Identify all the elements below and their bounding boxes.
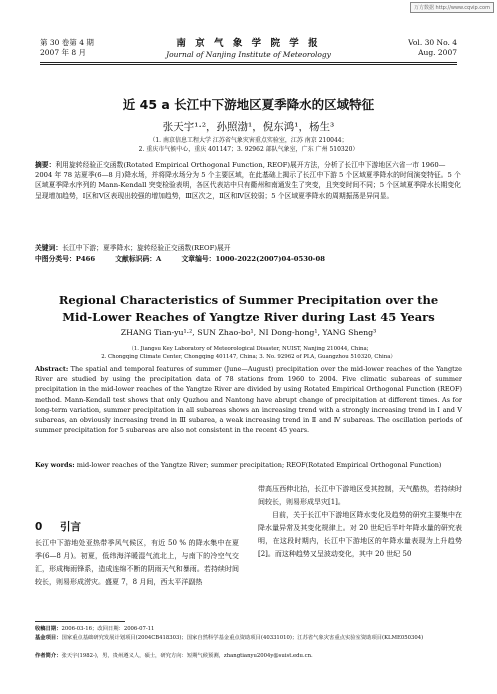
body-right-column <box>258 483 462 561</box>
header-rule-bottom <box>40 64 457 65</box>
header-rule-top <box>40 62 457 63</box>
abstract-cn <box>35 160 462 201</box>
abstract-en <box>35 364 462 435</box>
journal-name-en: Journal of Nanjing Institute of Meteorology <box>166 50 331 59</box>
footnote-received-text: 2006-03-16；改回日期：2006-07-11 <box>61 626 155 632</box>
volume-issue: 第 30 卷第 4 期 <box>40 38 94 47</box>
source-watermark: 万方数据 http://www.cqvip.com <box>410 2 494 13</box>
paper-title-en-line1: Regional Characteristics of Summer Precipitation over the <box>58 293 439 307</box>
paper-title-cn: 近 45 a 长江中下游地区夏季降水的区域特征 <box>122 97 375 112</box>
footnote-author <box>35 652 462 660</box>
keywords-en <box>35 460 462 470</box>
footnote-funding-text: 国家重点基础研究发展计划项目(2004CB418303)；国家自然科学基金重点资助项目(40331010)；江苏省气象灾害重点实验室资助项目(KLME050304) <box>61 635 424 641</box>
journal-volume-info-en <box>408 38 457 58</box>
affiliation-cn-2: 2. 重庆市气候中心，重庆 401147；3. 92962 部队气象室，广东 广州 510320） <box>138 146 359 153</box>
footnote-funding-label: 基金项目： <box>35 635 62 641</box>
document-code: 文献标识码：A <box>115 255 162 263</box>
footnote-received <box>35 625 462 633</box>
abstract-cn-text: 利用旋转经验正交函数(Rotated Empirical Orthogonal Function, REOF)展开方法，分析了长江中下游地区六省一市 1960—2004 年 78 站夏季(6—8 月)降水场，并将降水场分为 5 个主要区域，在此基础上揭示了长江中下游 5 个区域夏季降水的时间演变特征。5 个区域夏季降水序列的 Mann-Kendall 突变检验表明，各区代表站中只有衢州和南通发生了突变，且突变时间不同；5 个区域夏季降水长期变化呈现增加趋势，Ⅰ区和Ⅴ区表现出较强的增加趋势，Ⅲ区次之，Ⅱ区和Ⅳ区较弱；5 个区域夏季降水的周期振荡是异同显。 <box>35 161 461 200</box>
body-right-paragraph-1: 带高压西伸北抬，长江中下游地区受其控制，天气酷热，若持续时间较长，则易形成旱灾[1]。 <box>258 485 462 506</box>
article-number: 文章编号：1000-2022(2007)04-0530-08 <box>181 255 325 263</box>
keywords-en-text: mid-lower reaches of the Yangtze River; summer precipitation; REOF(Rotated Empirical Orthogonal Function) <box>76 461 442 469</box>
section-title: 引言 <box>59 521 81 533</box>
keywords-cn-label: 关键词： <box>35 244 63 252</box>
affiliation-cn-1: （1. 南京信息工程大学 江苏省气象灾害重点实验室，江苏 南京 210044； <box>149 137 348 144</box>
paper-title-en <box>0 292 497 326</box>
paper-title-en-line2: Mid-Lower Reaches of Yangtze River during Last 45 Years <box>62 310 435 324</box>
affiliation-en-2: 2. Chongqing Climate Center, Chongqing 401147, China; 3. No. 92962 of PLA, Guangzhou 510320, China） <box>101 354 396 360</box>
affiliation-en-1: （1. Jiangsu Key Laboratory of Meteorological Disaster, NUIST, Nanjing 210044, China; <box>128 346 369 352</box>
abstract-en-label: Abstract: <box>35 365 69 373</box>
clc-number: 中图分类号：P466 <box>35 255 96 263</box>
footnote-funding <box>35 634 462 642</box>
section-number: 0 <box>35 521 43 533</box>
keywords-en-label: Key words: <box>35 461 75 469</box>
body-left-column: 长江中下游地处亚热带季风气候区，有近 50 % 的降水集中在夏季(6—8 月)。初夏，低纬海洋暖湿气流北上，与南下的冷空气交汇，形成梅雨锋系，造成连绵不断的阴雨天气和暴雨。若持续时间较长，则易形成涝灾。盛夏 7，8 月间，西太平洋副热 <box>35 539 239 586</box>
body-right-paragraph-2: 目前，关于长江中下游地区降水变化及趋势的研究主要集中在降水量异常及其变化规律上。对 20 世纪后半叶年降水量的研究表明，在这段时期内，长江中下游地区的年降水量表现为上升趋势[2]。而这种趋势又呈波动变化，其中 20 世纪 50 <box>258 511 462 558</box>
footnote-author-label: 作者简介： <box>35 653 62 659</box>
footnote-author-text: 张天宇(1982-)，男，贵州遵义人，硕士，研究方向：短期气候预测，zhangtianyu2004y@suist.edu.cn. <box>61 653 313 659</box>
issue-date-en: Aug. 2007 <box>418 48 457 57</box>
journal-name-cn: 南 京 气 象 学 院 学 报 <box>176 38 321 49</box>
keywords-cn-text: 长江中下游；夏季降水；旋转经验正交函数(REOF)展开 <box>62 244 231 252</box>
keywords-cn <box>35 243 462 253</box>
classification-line <box>35 254 462 264</box>
abstract-cn-label: 摘要： <box>35 161 56 169</box>
section-heading <box>35 519 81 534</box>
volume-issue-en: Vol. 30 No. 4 <box>408 38 457 47</box>
footnote-rule <box>35 621 125 622</box>
footnote-received-label: 收稿日期： <box>35 626 62 632</box>
authors-cn: 张天宇¹·²，孙照渤¹，倪东鸿¹，杨生³ <box>162 121 335 133</box>
abstract-en-text: The spatial and temporal features of summer (June—August) precipitation over the mid-lower reaches of the Yangtze River are studied by using the precipitation data of 78 stations from 1960 to 2004. Five climatic subareas of summer precipitation in the mid-lower reaches of the Yangtze River are divided by using Rotated Empirical Orthogonal Function (REOF) method. Mann-Kendall test shows that only Quzhou and Nantong have abrupt change of precipitation at different times. As for long-term variation, summer precipitation in all subareas shows an increasing trend with a strongly increasing trend in Ⅰ and Ⅴ subareas, an obviously increasing trend in Ⅲ subarea, a weak increasing trend in Ⅱ and Ⅳ subareas. The oscillation periods of summer precipitation for 5 subareas are also not consistent in the recent 45 years. <box>35 365 462 435</box>
authors-en: ZHANG Tian-yu¹·², SUN Zhao-bo¹, NI Dong-hong¹, YANG Sheng³ <box>120 328 377 337</box>
issue-date-cn: 2007 年 8 月 <box>40 48 87 57</box>
